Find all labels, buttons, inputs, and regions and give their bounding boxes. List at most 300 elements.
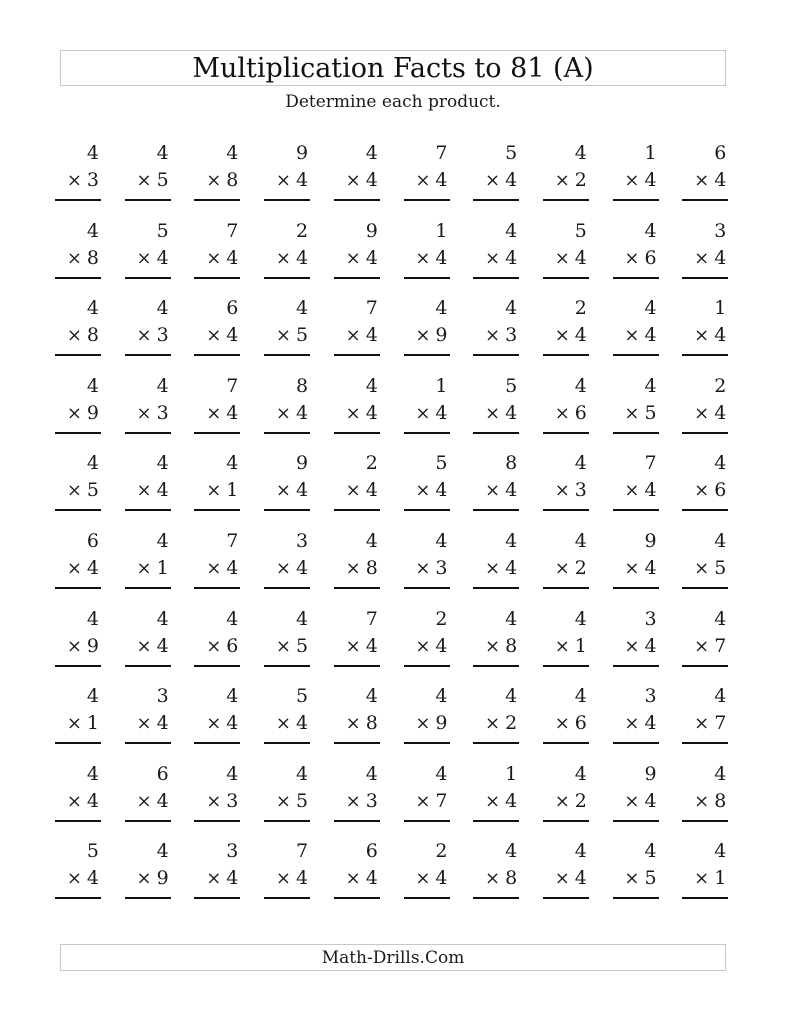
multiply-sign: ×	[624, 558, 640, 579]
problem-item	[613, 761, 661, 825]
problem-item	[543, 761, 591, 825]
problem-item	[404, 683, 452, 747]
problem-bottom-factor: 4	[296, 712, 309, 735]
answer-line	[194, 354, 240, 356]
problem-item	[682, 838, 730, 902]
problem-bottom-row	[137, 710, 169, 737]
problem-bottom-factor: 4	[86, 557, 99, 579]
problem-item	[404, 838, 452, 902]
problem-top-factor: 4	[86, 374, 99, 397]
problem-item	[125, 838, 173, 902]
answer-line	[334, 665, 380, 667]
problem-bottom-row	[67, 555, 99, 582]
problem-item	[264, 218, 312, 282]
problem-bottom-row	[415, 710, 447, 737]
answer-line	[264, 509, 310, 511]
problem-bottom-row	[415, 245, 447, 272]
answer-line	[613, 354, 659, 356]
problem-top-factor: 4	[226, 607, 239, 630]
problem-bottom-factor: 8	[365, 712, 378, 735]
problem-bottom-row	[206, 633, 238, 660]
answer-line	[543, 665, 589, 667]
problem-bottom-factor: 4	[505, 557, 518, 579]
problem-item	[264, 373, 312, 437]
problem-bottom-factor: 4	[435, 634, 448, 657]
problem-item	[334, 450, 382, 514]
problem-bottom-factor: 5	[296, 789, 309, 812]
multiply-sign: ×	[415, 868, 431, 890]
problem-item	[543, 140, 591, 204]
multiply-sign: ×	[485, 558, 501, 579]
problem-top-factor: 4	[156, 452, 169, 475]
problem-top-factor: 4	[296, 607, 309, 630]
problem-item	[473, 838, 521, 902]
multiply-sign: ×	[694, 558, 710, 579]
problem-bottom-row	[346, 710, 378, 737]
problem-bottom-factor: 3	[505, 324, 518, 347]
problem-item	[404, 606, 452, 670]
problem-bottom-factor: 6	[574, 712, 587, 735]
problem-bottom-row	[485, 167, 517, 194]
problem-bottom-factor: 4	[505, 246, 518, 269]
problem-bottom-row	[276, 245, 308, 272]
problem-bottom-row	[67, 245, 99, 272]
multiply-sign: ×	[206, 170, 222, 191]
problem-bottom-factor: 3	[435, 557, 448, 579]
answer-line	[473, 587, 519, 589]
answer-line	[613, 587, 659, 589]
problem-top-factor: 4	[226, 762, 239, 785]
multiply-sign: ×	[136, 635, 152, 657]
problem-item	[55, 761, 103, 825]
answer-line	[125, 742, 171, 744]
problem-bottom-row	[276, 788, 308, 815]
multiply-sign: ×	[66, 325, 82, 347]
problem-bottom-factor: 4	[435, 401, 448, 424]
answer-line	[125, 509, 171, 511]
problem-bottom-row	[137, 322, 169, 349]
problem-bottom-row	[555, 865, 587, 892]
problem-top-factor: 9	[365, 219, 378, 242]
answer-line	[125, 820, 171, 822]
answer-line	[682, 509, 728, 511]
problem-top-factor: 4	[156, 297, 169, 320]
problem-top-factor: 4	[86, 452, 99, 475]
problem-bottom-factor: 6	[714, 479, 727, 502]
problem-item	[194, 295, 242, 359]
problem-top-factor: 7	[365, 607, 378, 630]
problem-bottom-row	[415, 633, 447, 660]
problem-bottom-factor: 4	[435, 867, 448, 890]
problem-item	[473, 218, 521, 282]
multiply-sign: ×	[415, 325, 431, 347]
problem-bottom-factor: 8	[86, 246, 99, 269]
problem-top-factor: 4	[574, 374, 587, 397]
problem-top-factor: 4	[714, 840, 727, 863]
problem-bottom-factor: 9	[86, 634, 99, 657]
multiply-sign: ×	[485, 480, 501, 502]
problem-bottom-factor: 4	[644, 634, 657, 657]
answer-line	[194, 432, 240, 434]
answer-line	[334, 277, 380, 279]
problem-top-factor: 4	[226, 142, 239, 164]
problem-bottom-row	[694, 477, 726, 504]
answer-line	[334, 587, 380, 589]
problem-bottom-row	[555, 710, 587, 737]
problem-bottom-factor: 3	[86, 169, 99, 191]
problem-item	[613, 528, 661, 592]
problem-item	[473, 761, 521, 825]
problem-bottom-factor: 8	[505, 634, 518, 657]
answer-line	[334, 897, 380, 899]
problem-bottom-row	[485, 710, 517, 737]
problem-top-factor: 8	[505, 452, 518, 475]
answer-line	[55, 432, 101, 434]
problem-bottom-factor: 2	[574, 169, 587, 191]
answer-line	[264, 277, 310, 279]
problem-item	[125, 295, 173, 359]
answer-line	[613, 665, 659, 667]
answer-line	[613, 199, 659, 201]
problem-item	[682, 606, 730, 670]
multiply-sign: ×	[624, 402, 640, 424]
problem-bottom-row	[346, 477, 378, 504]
problem-top-factor: 7	[435, 142, 448, 164]
problem-bottom-factor: 9	[86, 401, 99, 424]
multiply-sign: ×	[275, 790, 291, 812]
answer-line	[613, 277, 659, 279]
answer-line	[613, 509, 659, 511]
problem-top-factor: 5	[435, 452, 448, 475]
problem-bottom-row	[137, 477, 169, 504]
problem-item	[264, 528, 312, 592]
problem-top-factor: 3	[644, 685, 657, 708]
problem-bottom-row	[137, 245, 169, 272]
problem-top-factor: 4	[156, 530, 169, 552]
problem-bottom-row	[67, 477, 99, 504]
problem-bottom-row	[694, 322, 726, 349]
multiply-sign: ×	[345, 790, 361, 812]
problem-bottom-row	[346, 555, 378, 582]
problem-item	[264, 761, 312, 825]
answer-line	[125, 199, 171, 201]
multiply-sign: ×	[694, 480, 710, 502]
answer-line	[473, 509, 519, 511]
problem-bottom-row	[624, 477, 656, 504]
multiply-sign: ×	[206, 790, 222, 812]
multiply-sign: ×	[275, 325, 291, 347]
problem-bottom-row	[415, 788, 447, 815]
problem-bottom-row	[694, 555, 726, 582]
problem-bottom-factor: 4	[644, 479, 657, 502]
problem-bottom-factor: 7	[714, 634, 727, 657]
problem-bottom-row	[415, 400, 447, 427]
multiply-sign: ×	[485, 402, 501, 424]
multiply-sign: ×	[554, 247, 570, 269]
problem-bottom-row	[694, 710, 726, 737]
problem-bottom-row	[415, 322, 447, 349]
problem-top-factor: 5	[505, 374, 518, 397]
problem-top-factor: 4	[644, 374, 657, 397]
problem-bottom-factor: 4	[156, 712, 169, 735]
problem-item	[543, 606, 591, 670]
problem-item	[334, 838, 382, 902]
problem-bottom-row	[624, 167, 656, 194]
answer-line	[194, 820, 240, 822]
problem-item	[125, 761, 173, 825]
problem-bottom-factor: 4	[505, 479, 518, 502]
problem-bottom-factor: 8	[226, 169, 239, 191]
problem-item	[55, 450, 103, 514]
answer-line	[682, 432, 728, 434]
problem-item	[125, 683, 173, 747]
problem-bottom-row	[137, 167, 169, 194]
problem-top-factor: 1	[714, 297, 727, 320]
multiply-sign: ×	[415, 170, 431, 191]
answer-line	[194, 665, 240, 667]
problem-top-factor: 4	[574, 840, 587, 863]
problem-bottom-row	[137, 865, 169, 892]
problem-top-factor: 4	[86, 762, 99, 785]
problem-item	[613, 140, 661, 204]
problem-top-factor: 4	[644, 297, 657, 320]
problem-bottom-factor: 4	[365, 169, 378, 191]
problem-bottom-factor: 3	[156, 324, 169, 347]
problem-top-factor: 3	[644, 607, 657, 630]
answer-line	[55, 509, 101, 511]
problem-item	[55, 838, 103, 902]
problem-item	[264, 838, 312, 902]
problem-item	[334, 606, 382, 670]
problem-item	[682, 761, 730, 825]
multiply-sign: ×	[554, 558, 570, 579]
answer-line	[682, 820, 728, 822]
answer-line	[264, 665, 310, 667]
problem-item	[543, 838, 591, 902]
problem-item	[264, 140, 312, 204]
problem-item	[404, 218, 452, 282]
problem-item	[473, 528, 521, 592]
problem-bottom-row	[206, 477, 238, 504]
problem-bottom-factor: 3	[226, 789, 239, 812]
multiply-sign: ×	[415, 480, 431, 502]
multiply-sign: ×	[66, 868, 82, 890]
answer-line	[264, 820, 310, 822]
problem-bottom-factor: 2	[574, 789, 587, 812]
problem-top-factor: 4	[156, 374, 169, 397]
multiply-sign: ×	[624, 790, 640, 812]
problem-bottom-factor: 4	[226, 401, 239, 424]
problem-bottom-row	[555, 633, 587, 660]
problem-top-factor: 2	[435, 607, 448, 630]
problem-bottom-row	[485, 322, 517, 349]
multiply-sign: ×	[345, 170, 361, 191]
multiply-sign: ×	[415, 402, 431, 424]
problem-top-factor: 4	[156, 607, 169, 630]
problem-item	[55, 606, 103, 670]
problem-item	[334, 140, 382, 204]
problem-bottom-row	[485, 477, 517, 504]
problem-bottom-factor: 1	[156, 557, 169, 579]
problem-item	[613, 838, 661, 902]
problem-bottom-row	[624, 400, 656, 427]
problem-bottom-row	[276, 865, 308, 892]
problem-top-factor: 4	[644, 219, 657, 242]
problem-bottom-factor: 7	[435, 789, 448, 812]
problem-bottom-row	[206, 400, 238, 427]
problem-bottom-factor: 4	[86, 789, 99, 812]
problem-bottom-factor: 4	[365, 324, 378, 347]
problem-top-factor: 4	[365, 374, 378, 397]
problem-item	[543, 683, 591, 747]
problem-bottom-row	[624, 788, 656, 815]
problem-item	[613, 295, 661, 359]
answer-line	[613, 432, 659, 434]
problem-top-factor: 4	[86, 219, 99, 242]
answer-line	[473, 432, 519, 434]
problem-top-factor: 9	[296, 142, 309, 164]
multiply-sign: ×	[624, 868, 640, 890]
footer-site-name: Math-Drills.Com	[60, 944, 726, 971]
problem-item	[473, 606, 521, 670]
problem-top-factor: 7	[644, 452, 657, 475]
problem-top-factor: 4	[505, 297, 518, 320]
problem-top-factor: 4	[435, 297, 448, 320]
answer-line	[334, 509, 380, 511]
problem-bottom-row	[346, 167, 378, 194]
problem-bottom-row	[346, 788, 378, 815]
problem-bottom-factor: 4	[226, 557, 239, 579]
problem-bottom-row	[485, 245, 517, 272]
answer-line	[334, 820, 380, 822]
multiply-sign: ×	[66, 480, 82, 502]
answer-line	[473, 277, 519, 279]
problem-top-factor: 4	[296, 297, 309, 320]
answer-line	[543, 587, 589, 589]
problem-bottom-factor: 4	[296, 557, 309, 579]
problem-bottom-factor: 1	[574, 634, 587, 657]
problem-bottom-row	[694, 865, 726, 892]
problem-item	[194, 140, 242, 204]
problem-item	[682, 218, 730, 282]
problem-top-factor: 4	[296, 762, 309, 785]
problem-item	[264, 450, 312, 514]
problem-top-factor: 2	[714, 374, 727, 397]
answer-line	[682, 354, 728, 356]
problem-bottom-factor: 9	[435, 712, 448, 735]
problem-item	[334, 528, 382, 592]
problem-bottom-factor: 4	[714, 401, 727, 424]
problem-bottom-factor: 4	[296, 246, 309, 269]
problem-top-factor: 1	[435, 374, 448, 397]
problem-top-factor: 4	[86, 142, 99, 164]
problem-item	[194, 373, 242, 437]
multiply-sign: ×	[345, 402, 361, 424]
problem-top-factor: 4	[574, 142, 587, 164]
problem-item	[613, 606, 661, 670]
multiply-sign: ×	[624, 247, 640, 269]
problem-item	[264, 683, 312, 747]
multiply-sign: ×	[485, 868, 501, 890]
problem-bottom-factor: 4	[365, 479, 378, 502]
problem-bottom-factor: 5	[644, 401, 657, 424]
problem-top-factor: 4	[86, 297, 99, 320]
multiply-sign: ×	[694, 402, 710, 424]
problem-bottom-factor: 5	[86, 479, 99, 502]
problem-bottom-row	[67, 788, 99, 815]
problem-top-factor: 4	[574, 452, 587, 475]
multiply-sign: ×	[554, 480, 570, 502]
problem-item	[125, 373, 173, 437]
multiply-sign: ×	[136, 713, 152, 735]
problem-bottom-row	[67, 167, 99, 194]
problem-item	[194, 606, 242, 670]
problem-bottom-factor: 8	[714, 789, 727, 812]
answer-line	[264, 587, 310, 589]
problem-item	[613, 683, 661, 747]
problem-bottom-row	[485, 633, 517, 660]
problem-item	[543, 450, 591, 514]
answer-line	[682, 897, 728, 899]
problem-item	[334, 683, 382, 747]
problem-top-factor: 6	[156, 762, 169, 785]
problem-top-factor: 5	[505, 142, 518, 164]
multiply-sign: ×	[415, 558, 431, 579]
multiply-sign: ×	[415, 247, 431, 269]
problem-top-factor: 7	[226, 374, 239, 397]
multiply-sign: ×	[554, 790, 570, 812]
multiply-sign: ×	[694, 325, 710, 347]
problem-item	[334, 373, 382, 437]
problem-bottom-factor: 4	[505, 789, 518, 812]
problem-bottom-factor: 4	[505, 401, 518, 424]
multiply-sign: ×	[206, 713, 222, 735]
problem-item	[404, 373, 452, 437]
problem-bottom-row	[694, 167, 726, 194]
answer-line	[125, 665, 171, 667]
problem-bottom-row	[346, 322, 378, 349]
problem-bottom-factor: 9	[156, 867, 169, 890]
problem-top-factor: 4	[574, 607, 587, 630]
problem-top-factor: 4	[226, 452, 239, 475]
problem-item	[55, 683, 103, 747]
answer-line	[125, 432, 171, 434]
problem-item	[473, 683, 521, 747]
problem-bottom-factor: 4	[296, 479, 309, 502]
problem-top-factor: 6	[714, 142, 727, 164]
problem-top-factor: 1	[644, 142, 657, 164]
problem-bottom-row	[137, 555, 169, 582]
answer-line	[613, 897, 659, 899]
answer-line	[194, 897, 240, 899]
problem-bottom-factor: 4	[644, 324, 657, 347]
problem-top-factor: 4	[505, 685, 518, 708]
problem-top-factor: 6	[226, 297, 239, 320]
problem-top-factor: 4	[574, 762, 587, 785]
problem-bottom-factor: 4	[296, 401, 309, 424]
multiply-sign: ×	[694, 790, 710, 812]
answer-line	[55, 897, 101, 899]
multiply-sign: ×	[694, 170, 710, 191]
multiply-sign: ×	[136, 402, 152, 424]
problem-top-factor: 4	[156, 840, 169, 863]
problem-top-factor: 5	[156, 219, 169, 242]
problem-bottom-factor: 4	[156, 789, 169, 812]
answer-line	[682, 199, 728, 201]
multiply-sign: ×	[554, 868, 570, 890]
answer-line	[125, 277, 171, 279]
problem-bottom-row	[555, 788, 587, 815]
